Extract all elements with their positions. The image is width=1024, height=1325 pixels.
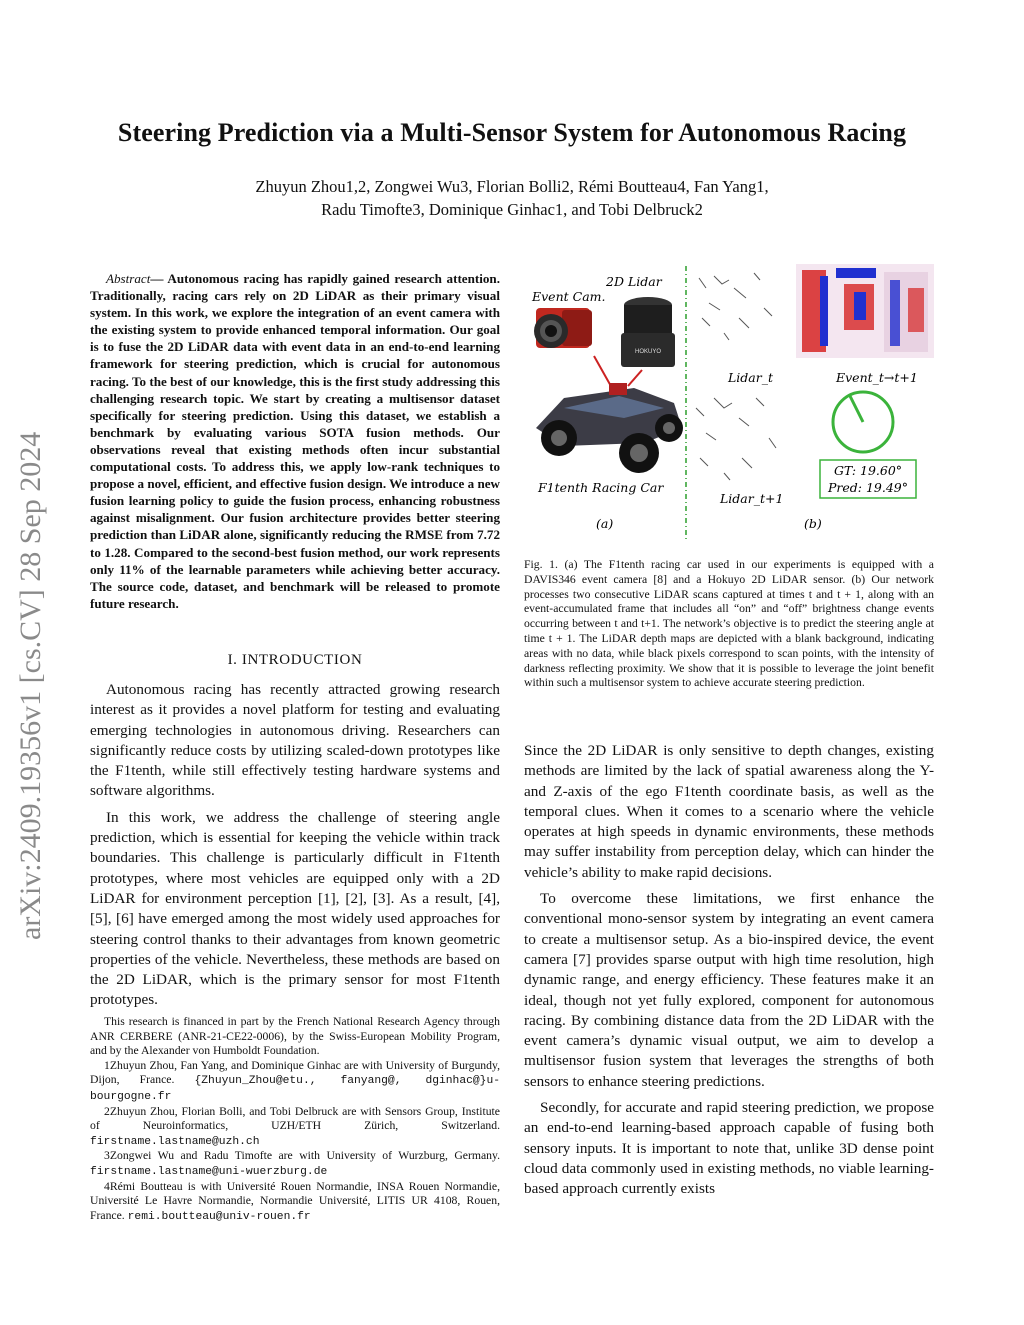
arrow-lidar-to-car (628, 370, 642, 386)
footnote-4-email: remi.boutteau@univ-rouen.fr (127, 1210, 311, 1223)
lidar-scan-t (699, 273, 772, 340)
right-paragraph-3: Secondly, for accurate and rapid steering prediction, we propose an end-to-end learning-based approach capable of fusing both sensory inputs. It is important to note that, unlike 3D dense point cloud data commonly used in existing methods, no viable learning-based approach currently exists (524, 1099, 934, 1198)
footnote-4: 4Rémi Boutteau is with Université Rouen Normandie, INSA Rouen Normandie, Université Le Havre Normandie, Normandie Université, LITIS UR 4108, Rouen, France. remi.boutteau@univ-rouen.fr (90, 1179, 500, 1223)
author-list (150, 175, 874, 221)
intro-paragraph-1: Autonomous racing has recently attracted growing research interest as it provides a novel platform for testing and evaluating emerging technologies in autonomous driving. Researchers can significantly reduce costs by utilizing scaled-down prototypes like the F1tenth, while still effectively testing hardware systems and software algorithms. (90, 681, 500, 800)
footnote-3-email: firstname.lastname@uni-wuerzburg.de (90, 1165, 328, 1178)
figure-1 (524, 258, 944, 548)
label-lidar-t: Lidar_t (728, 370, 774, 385)
footnote-1-email: {Zhuyun_Zhou@etu., fanyang@, dginhac@}u-bourgogne.fr (90, 1075, 501, 1103)
footnote-1: 1Zhuyun Zhou, Fan Yang, and Dominique Ginhac are with University of Burgundy, Dijon, France. {Zhuyun_Zhou@etu., fanyang@, dginhac@}u-bourgogne.fr (90, 1058, 501, 1103)
pred-value: Pred: 19.49° (827, 480, 909, 495)
intro-body (90, 680, 500, 1017)
abstract-label: Abstract (106, 271, 151, 286)
right-paragraph-1: Since the 2D LiDAR is only sensitive to depth changes, existing methods are limited by the lack of spatial awareness along the Y- and Z-axis of the ego F1tenth coordinate basis, as well as the temporal clues. When it comes to a scenario where the vehicle operates at high speeds in dynamic environments, these methods may suffer instability from perception delay, which can hinder the vehicle’s ability to make rapid decisions. (524, 742, 934, 881)
label-event-cam: Event Cam. (532, 289, 606, 304)
author-line-1: Zhuyun Zhou1,2, Zongwei Wu3, Florian Bolli2, Rémi Boutteau4, Fan Yang1, (255, 177, 769, 196)
steering-angle-gauge (833, 392, 893, 452)
footnotes (90, 1015, 500, 1224)
footnote-2-email: firstname.lastname@uzh.ch (90, 1135, 260, 1148)
label-event: Event_t→t+1 (836, 370, 918, 385)
figure-1-caption: Fig. 1. (a) The F1tenth racing car used in our experiments is equipped with a DAVIS346 event camera [8] and a Hokuyo 2D LiDAR sensor. (b) Our network processes two consecutive LiDAR scans captured at times t and t + 1, along with an event-accumulated frame that includes all “on” and “off” brightness change events occurring between t and t+1. The network’s objective is to predict the steering angle at time t + 1. The LiDAR depth maps are depicted with a blank background, indicating areas with no data, while black pixels correspond to scan points, with the intensity of darkness reflecting proximity. We show that it is possible to leverage the joint benefit within such a multisensor system to achieve accurate steering prediction. (524, 558, 934, 690)
label-b: (b) (804, 516, 822, 531)
gt-value: GT: 19.60° (833, 463, 903, 478)
right-paragraph-2: To overcome these limitations, we first enhance the conventional mono-sensor system by integrating an event camera to create a multisensor setup. As a bio-inspired device, the event camera [7] provides sparse output with high time resolution, high dynamic range, and energy efficiency. These features make it an ideal, though not yet fully explored, component for autonomous racing. By combining distance data from the 2D LiDAR with the event camera’s dynamic visual output, we aim to develop a multisensor fusion system that leverages the strengths of both sensors to enhance steering predictions. (524, 890, 934, 1090)
intro-paragraph-2: In this work, we address the challenge of steering angle prediction, which is essential for keeping the vehicle within track boundaries. This challenge is particularly difficult in F1tenth prototypes, where most vehicles are equipped only with a 2D LiDAR for environment perception [1], [2], [3]. As a result, [4], [5], [6] have emerged among the most widely used approaches for steering control thanks to their advantages from known geometric properties of the vehicle. Nevertheless, these methods are based on the 2D LiDAR, which is the primary sensor for most F1tenth prototypes. (90, 808, 500, 1009)
footnote-2: 2Zhuyun Zhou, Florian Bolli, and Tobi Delbruck are with Sensors Group, Institute of Neuroinformatics, UZH/ETH Zürich, Switzerland. firstname.lastname@uzh.ch (90, 1104, 500, 1148)
author-line-2: Radu Timofte3, Dominique Ginhac1, and Tobi Delbruck2 (321, 200, 703, 219)
arxiv-stamp-text: arXiv:2409.19356v1 [cs.CV] 28 Sep 2024 (14, 431, 47, 940)
section-heading-introduction: I. INTRODUCTION (227, 652, 363, 668)
lidar-scan-t1 (696, 398, 776, 480)
label-f1tenth-car: F1tenth Racing Car (538, 480, 664, 495)
event-frame-image (796, 264, 934, 358)
abstract-text: — Autonomous racing has rapidly gained research attention. Traditionally, racing cars rely on 2D LiDAR as their primary visual system. In this work, we explore the integration of an event camera with the existing system to provide enhanced temporal information. Our goal is to fuse the 2D LiDAR data with event data in an end-to-end learning framework for steering prediction, which is crucial for autonomous racing. To the best of our knowledge, this is the first study addressing this challenging research topic. We start by creating a multisensor dataset specifically for steering prediction. Using this dataset, we establish a benchmark by evaluating various SOTA fusion methods. Our observations reveal that existing methods often incur substantial computational costs. To address this, we apply low-rank techniques to propose a novel, efficient, and effective fusion design. We introduce a new fusion learning policy to guide the fusion process, enhancing robustness against misalignment. Our fusion architecture provides better steering prediction than LiDAR alone, significantly reducing the RMSE from 7.72 to 1.28. Compared to the second-best fusion method, our work represents only 11% of the learnable parameters while achieving better accuracy. The source code, dataset, and benchmark will be released to promote future research. (90, 271, 500, 611)
paper-title: Steering Prediction via a Multi-Sensor System for Autonomous Racing (117, 118, 907, 147)
footnote-3: 3Zongwei Wu and Radu Timofte are with University of Wurzburg, Germany. firstname.lastname@uni-wuerzburg.de (90, 1149, 500, 1178)
label-2d-lidar: 2D Lidar (606, 274, 662, 289)
f1tenth-car-illustration (536, 383, 683, 473)
hokuyo-logo: HOKUYO (634, 349, 662, 355)
arxiv-stamp (2, 250, 50, 950)
event-camera-illustration (534, 308, 592, 348)
label-a: (a) (596, 516, 614, 531)
abstract (90, 270, 500, 612)
lidar-sensor-illustration (621, 297, 675, 367)
footnote-funding: This research is financed in part by the French National Research Agency through ANR CERBERE (ANR-21-CE22-0006), by the Swiss-European Mobility Program, and by the Alexander von Humboldt Foundation. (90, 1015, 500, 1058)
label-lidar-t1: Lidar_t+1 (720, 491, 784, 506)
right-column-body (524, 741, 934, 1206)
